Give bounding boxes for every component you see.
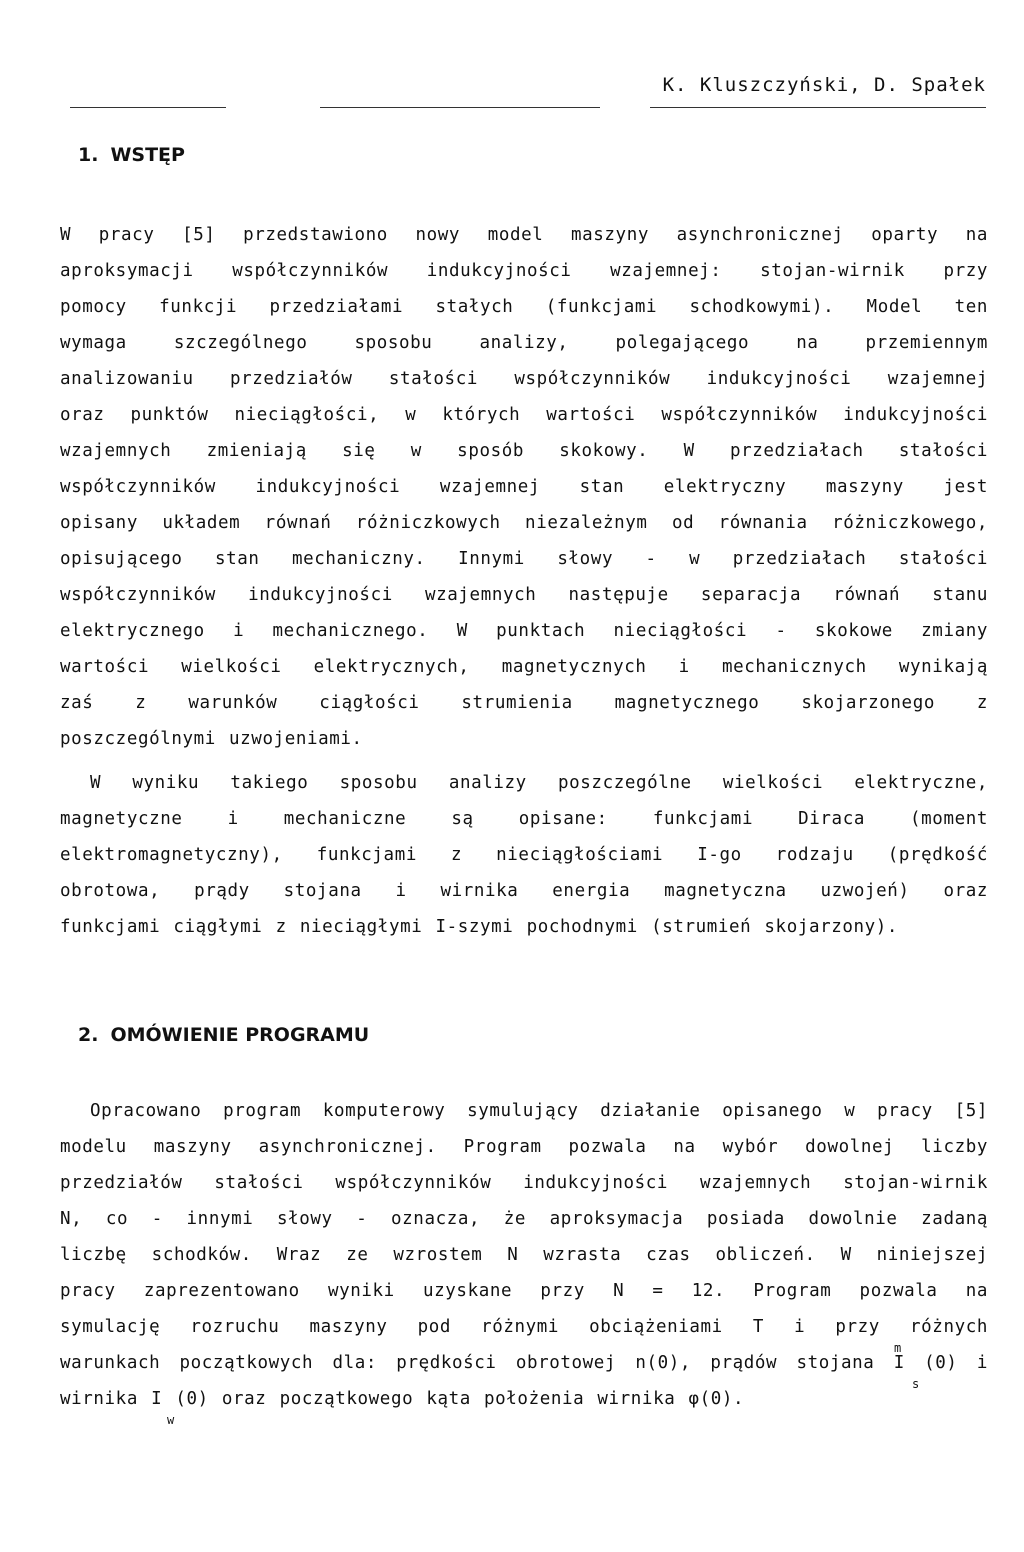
text-line: N, co - innymi słowy - oznacza, że aproksymacja posiada dowolnie zadaną <box>60 1209 988 1229</box>
text-line: obrotowa, prądy stojana i wirnika energia magnetyczna uzwojeń) oraz <box>60 881 988 901</box>
text-line: liczbę schodków. Wraz ze wzrostem N wzrasta czas obliczeń. W niniejszej <box>60 1245 988 1265</box>
running-header-authors: K. Kluszczyński, D. Spałek <box>662 74 986 96</box>
text-line: funkcjami ciągłymi z nieciągłymi I-szymi pochodnymi (strumień skojarzony). <box>60 917 899 937</box>
text-line: współczynników indukcyjności wzajemnej stan elektryczny maszyny jest <box>60 477 988 497</box>
text-line: współczynników indukcyjności wzajemnych następuje separacja równań stanu <box>60 585 988 605</box>
text-line: opisującego stan mechaniczny. Innymi słowy - w przedziałach stałości <box>60 549 988 569</box>
header-rule <box>320 107 600 108</box>
section-1-heading <box>78 144 185 166</box>
text-line: opisany układem równań różniczkowych niezależnym od równania różniczkowego, <box>60 513 988 533</box>
text-line: poszczególnymi uzwojeniami. <box>60 729 363 749</box>
text-line: aproksymacji współczynników indukcyjności wzajemnej: stojan-wirnik przy <box>60 261 988 281</box>
text-line: przedziałów stałości współczynników indukcyjności wzajemnych stojan-wirnik <box>60 1173 988 1193</box>
subscript-w: w <box>167 1413 175 1427</box>
text-line: pomocy funkcji przedziałami stałych (funkcjami schodkowymi). Model ten <box>60 297 988 317</box>
text-line: zaś z warunków ciągłości strumienia magnetycznego skojarzonego z <box>60 693 988 713</box>
text-line: analizowaniu przedziałów stałości współczynników indukcyjności wzajemnej <box>60 369 988 389</box>
text-line: W wyniku takiego sposobu analizy poszczególne wielkości elektryczne, <box>90 773 988 793</box>
text-line: wzajemnych zmieniają się w sposób skokowy. W przedziałach stałości <box>60 441 988 461</box>
section-1-body <box>60 220 988 940</box>
section-number: 2. <box>78 1024 99 1046</box>
section-2-body <box>60 1096 988 1436</box>
text-line: modelu maszyny asynchronicznej. Program pozwala na wybór dowolnej liczby <box>60 1137 988 1157</box>
text-line: oraz punktów nieciągłości, w których wartości współczynników indukcyjności <box>60 405 988 425</box>
text-line: pracy zaprezentowano wyniki uzyskane przy N = 12. Program pozwala na <box>60 1281 988 1301</box>
header-rule <box>650 107 986 108</box>
text-line: wymaga szczególnego sposobu analizy, polegającego na przemiennym <box>60 333 988 353</box>
text-line: warunkach początkowych dla: prędkości obrotowej n(0), prądów stojana I (0) i <box>60 1353 988 1373</box>
text-line: elektromagnetyczny), funkcjami z nieciągłościami I-go rodzaju (prędkość <box>60 845 988 865</box>
text-line: Opracowano program komputerowy symulujący działanie opisanego w pracy [5] <box>90 1101 988 1121</box>
section-title: WSTĘP <box>110 144 185 166</box>
subscript-s: s <box>912 1377 920 1391</box>
section-number: 1. <box>78 144 99 166</box>
section-title: OMÓWIENIE PROGRAMU <box>110 1024 370 1046</box>
text-line: magnetyczne i mechaniczne są opisane: funkcjami Diraca (moment <box>60 809 988 829</box>
text-line: wirnika I (0) oraz początkowego kąta położenia wirnika φ(0). <box>60 1389 745 1409</box>
text-line: elektrycznego i mechanicznego. W punktach nieciągłości - skokowe zmiany <box>60 621 988 641</box>
text-line: symulację rozruchu maszyny pod różnymi obciążeniami T i przy różnych <box>60 1317 988 1337</box>
header-rule <box>70 107 226 108</box>
section-2-heading <box>78 1024 369 1046</box>
text-line: wartości wielkości elektrycznych, magnetycznych i mechanicznych wynikają <box>60 657 988 677</box>
text-line: W pracy [5] przedstawiono nowy model maszyny asynchronicznej oparty na <box>60 225 988 245</box>
subscript-m: m <box>894 1341 902 1355</box>
